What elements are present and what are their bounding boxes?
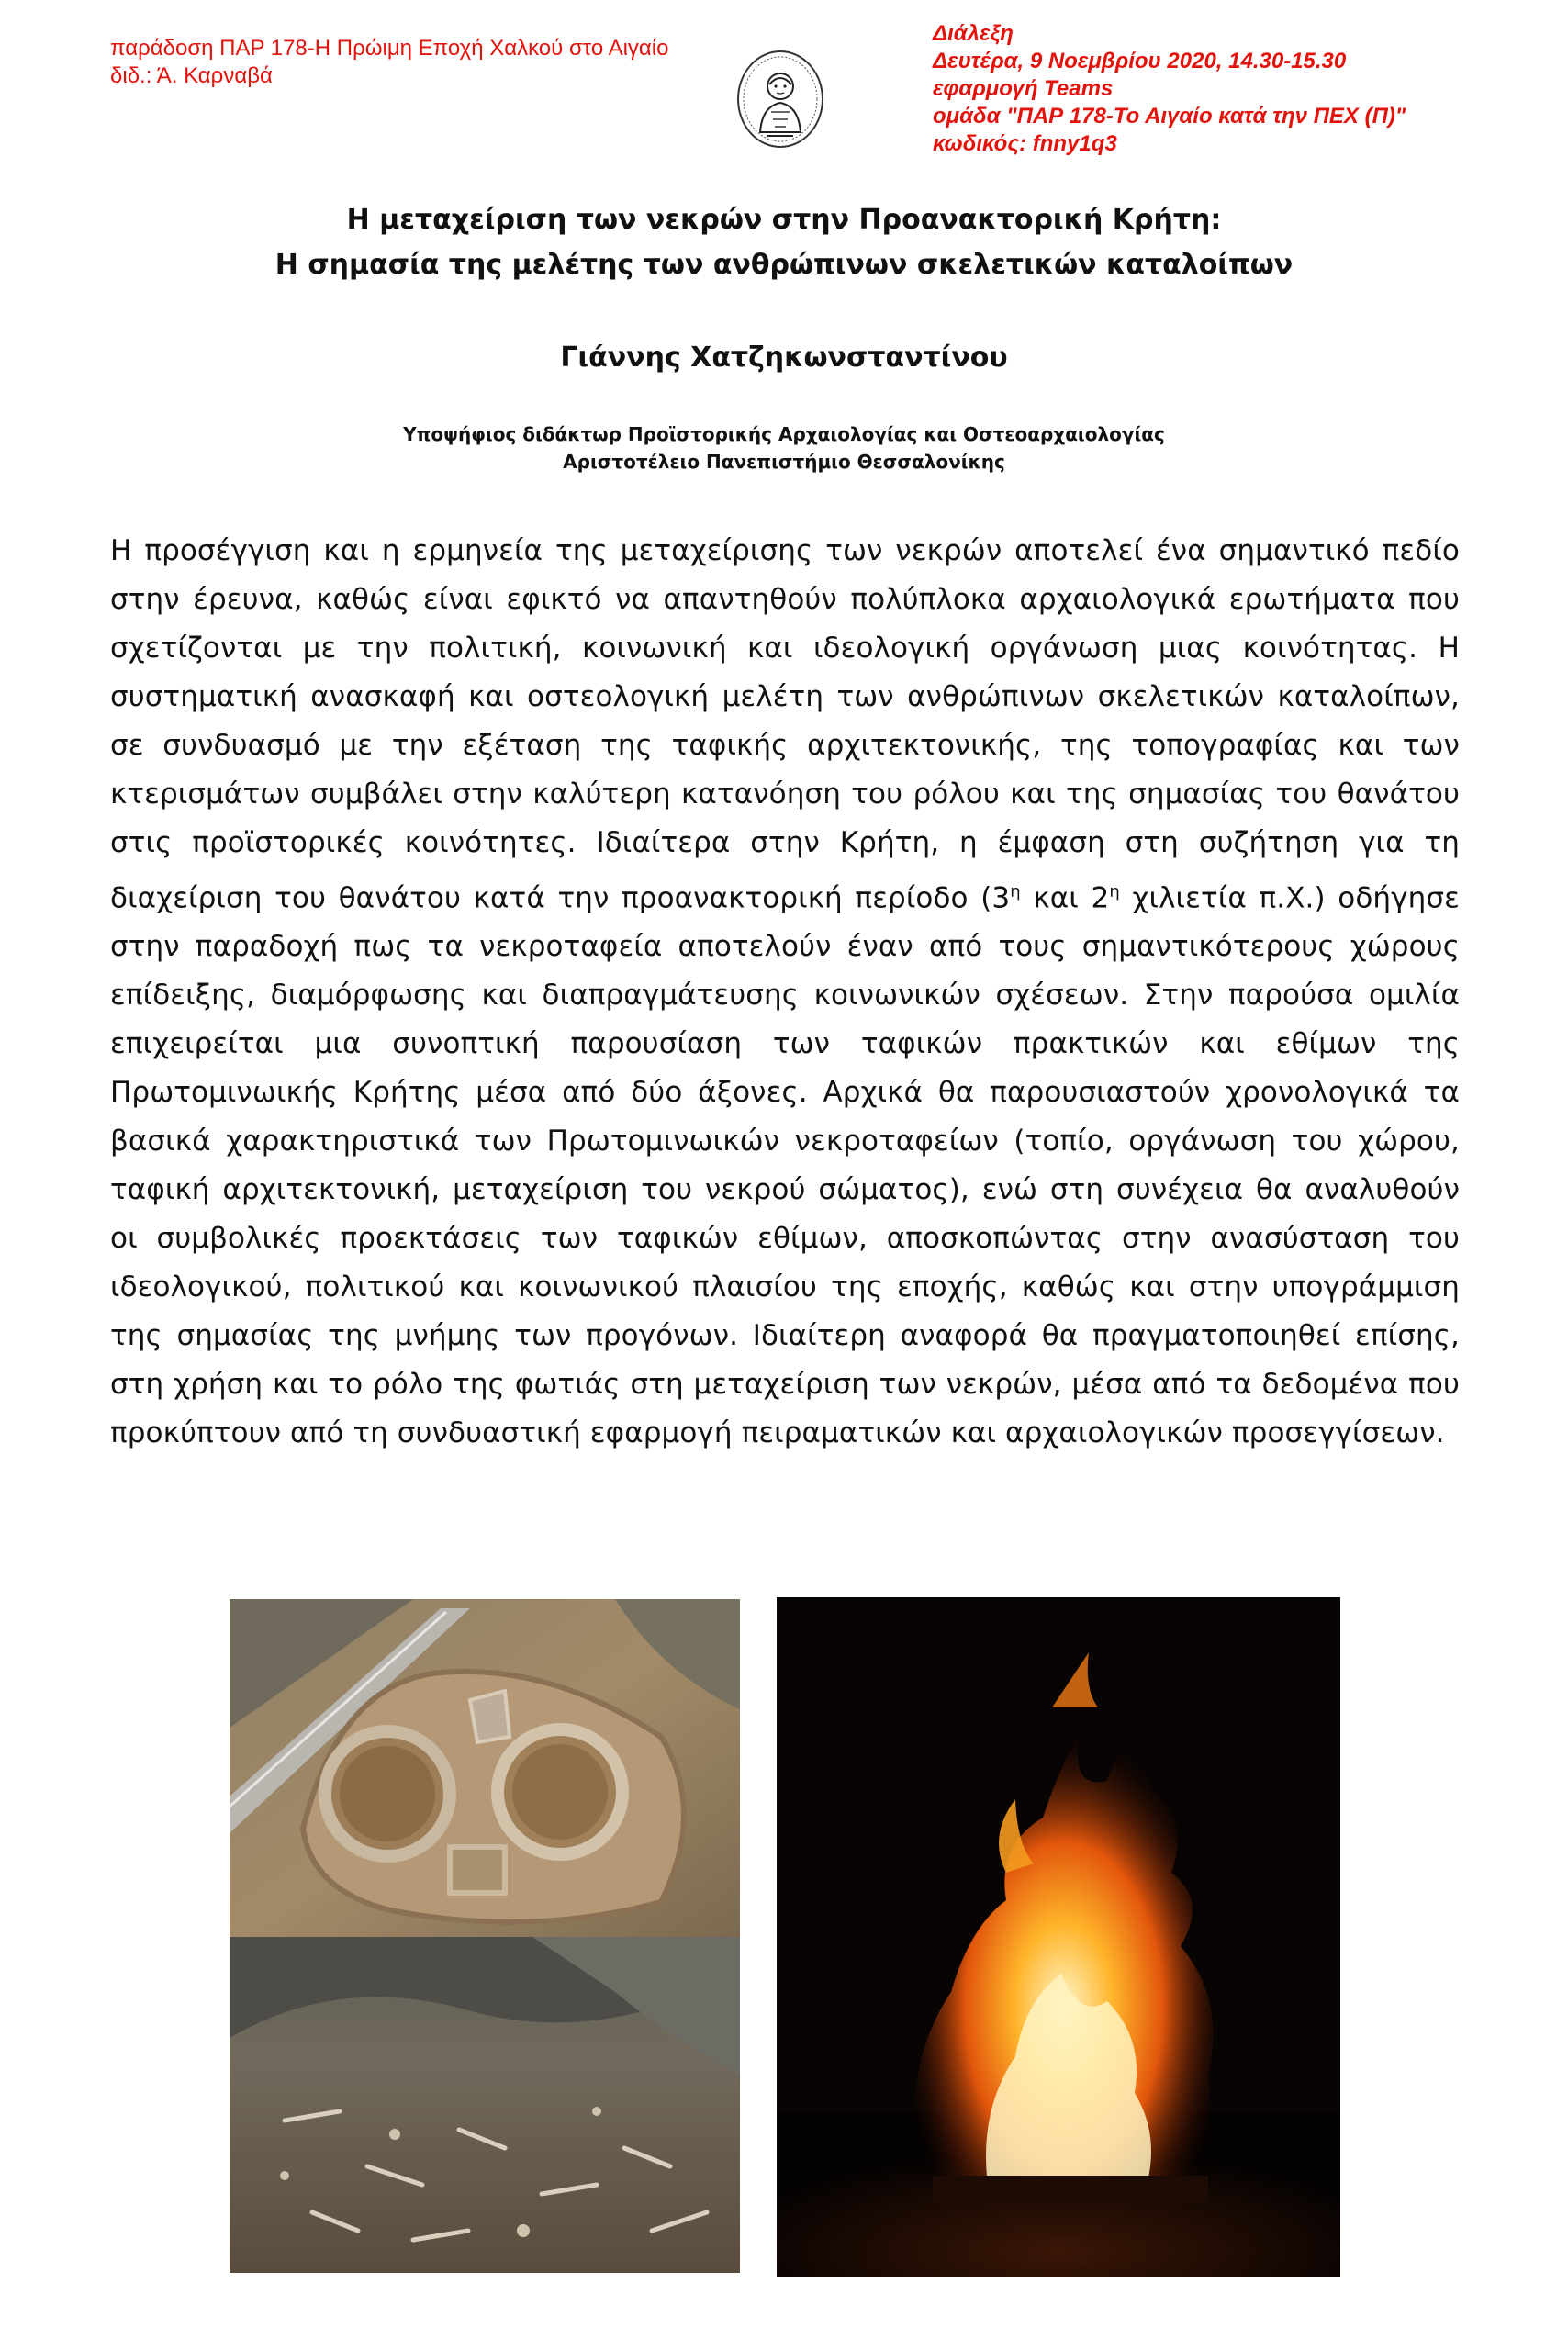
affiliation-university: Αριστοτέλειο Πανεπιστήμιο Θεσσαλονίκης bbox=[563, 451, 1005, 473]
lecture-title bbox=[0, 197, 1568, 287]
abstract-part: και 2 bbox=[1020, 881, 1110, 915]
affiliation-position: Υποψήφιος διδάκτωρ Προϊστορικής Αρχαιολογίας και Οστεοαρχαιολογίας bbox=[403, 423, 1165, 445]
lecture-code: κωδικός: fnny1q3 bbox=[933, 131, 1117, 156]
lecture-details bbox=[933, 20, 1406, 158]
lecture-date: Δευτέρα, 9 Νοεμβρίου 2020, 14.30-15.30 bbox=[933, 49, 1347, 73]
author-name: Γιάννης Χατζηκωνσταντίνου bbox=[560, 341, 1008, 374]
title-line: Η μεταχείριση των νεκρών στην Προανακτορική Κρήτη: bbox=[346, 204, 1222, 236]
university-seal-icon bbox=[734, 48, 826, 151]
aerial-tholos-tombs-photo bbox=[230, 1599, 740, 1937]
superscript: η bbox=[1109, 882, 1120, 901]
abstract-part: Η προσέγγιση και η ερμηνεία της μεταχείρισης των νεκρών αποτελεί ένα σημαντικό πεδίο στην έρευνα, καθώς είναι εφικτό να απαντηθούν πολύπλοκα αρχαιολογικά ερωτήματα που σχετίζονται με την πολιτική, κοινωνική και ιδεολογική οργάνωση μιας κοινότητας. Η συστηματική ανασκαφή και οστεολογική μελέτη των ανθρώπινων σκελετικών καταλοίπων, σε συνδυασμό με την εξέταση της ταφικής αρχιτεκτονικής, της τοπογραφίας και των κτερισμάτων συμβάλει στην καλύτερη κατανόηση του ρόλου και της σημασίας του θανάτου στις προϊστορικές κοινότητες. Ιδιαίτερα στην Κρήτη, η έμφαση στη συζήτηση για τη διαχείριση του θανάτου κατά την προανακτορική περίοδο (3 bbox=[110, 534, 1460, 915]
abstract-text bbox=[110, 527, 1460, 1458]
instructor-line: διδ.: Ά. Καρναβά bbox=[110, 63, 273, 88]
superscript: η bbox=[1010, 882, 1021, 901]
skeletal-remains-photo bbox=[230, 1937, 740, 2273]
lecture-label: Διάλεξη bbox=[933, 21, 1014, 46]
author-affiliation bbox=[0, 420, 1568, 476]
abstract-part: χιλιετία π.Χ.) οδήγησε στην παραδοχή πως τα νεκροταφεία αποτελούν έναν από τους σημαντικότερους χώρους επίδειξης, διαμόρφωσης και διαπραγμάτευσης κοινωνικών σχέσεων. Στην παρούσα ομιλία επιχειρείται μια συνοπτική παρουσίαση των ταφικών πρακτικών και εθίμων της Πρωτομινωικής Κρήτης μέσα από δύο άξονες. Αρχικά θα παρουσιαστούν χρονολογικά τα βασικά χαρακτηριστικά των Πρωτομινωικών νεκροταφείων (τοπίο, οργάνωση του χώρου, ταφική αρχιτεκτονική, μεταχείριση του νεκρού σώματος), ενώ στη συνέχεια θα αναλυθούν οι συμβολικές προεκτάσεις των ταφικών εθίμων, αποσκοπώντας στην ανασύσταση του ιδεολογικού, πολιτικού και κοινωνικού πλαισίου της εποχής, καθώς και στην υπογράμμιση της σημασίας της μνήμης των προγόνων. Ιδιαίτερη αναφορά θα πραγματοποιηθεί επίσης, στη χρήση και το ρόλο της φωτιάς στη μεταχείριση των νεκρών, μέσα από τα δεδομένα που προκύπτουν από τη συνδυαστική εφαρμογή πειραματικών και αρχαιολογικών προσεγγίσεων. bbox=[110, 881, 1460, 1450]
course-header bbox=[110, 35, 668, 90]
subtitle-line: Η σημασία της μελέτης των ανθρώπινων σκελετικών καταλοίπων bbox=[274, 249, 1294, 281]
lecture-platform: εφαρμογή Teams bbox=[933, 76, 1114, 101]
cremation-fire-photo bbox=[777, 1597, 1340, 2277]
lecture-team: ομάδα "ΠΑΡ 178-Το Αιγαίο κατά την ΠΕΧ (Π)" bbox=[933, 104, 1406, 129]
course-line: παράδοση ΠΑΡ 178-Η Πρώιμη Εποχή Χαλκού στο Αιγαίο bbox=[110, 36, 669, 61]
